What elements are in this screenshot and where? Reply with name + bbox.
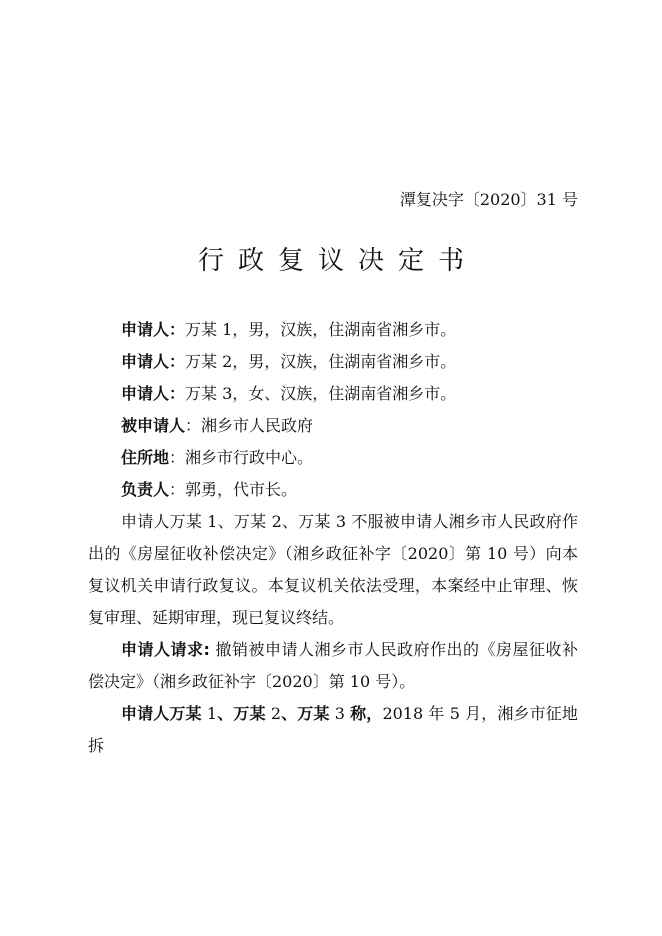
claim-label-b: 万某 — [233, 704, 266, 723]
party-respondent — [88, 410, 578, 442]
claim-sep-1: 、 — [217, 704, 234, 723]
party-value: 湘乡市人民政府 — [201, 416, 314, 435]
claim-label-a: 申请人万某 — [121, 704, 202, 723]
request-paragraph — [88, 634, 578, 698]
party-colon: ： — [169, 480, 186, 499]
party-address — [88, 442, 578, 474]
claim-text: 2018 年 5 月，湘乡市征地拆 — [88, 704, 578, 755]
claim-sep-2: 、 — [281, 704, 298, 723]
party-applicant-3 — [88, 378, 578, 410]
party-representative — [88, 474, 578, 506]
party-label: 申请人 — [121, 384, 170, 403]
party-value: 万某 3，女、汉族，住湖南省湘乡市。 — [185, 384, 457, 403]
document-title: 行政复议决定书 — [197, 246, 478, 276]
claim-label-d: 称， — [350, 704, 383, 723]
party-applicant-2 — [88, 346, 578, 378]
request-label: 申请人请求: — [121, 640, 210, 659]
document-number: 潭复决字〔2020〕31 号 — [399, 190, 578, 209]
party-colon: ： — [169, 384, 186, 403]
request-text: 撤销被申请人湘乡市人民政府作出的《房屋征收补偿决定》（湘乡政征补字〔2020〕第 10 号）。 — [88, 640, 578, 691]
party-colon: ： — [185, 416, 202, 435]
party-label: 申请人 — [121, 352, 170, 371]
party-label: 负责人 — [121, 480, 170, 499]
party-value: 万某 2，男，汉族，住湖南省湘乡市。 — [185, 352, 457, 371]
party-applicant-1 — [88, 314, 578, 346]
party-label: 住所地 — [121, 448, 170, 467]
party-value: 湘乡市行政中心。 — [185, 448, 314, 467]
party-colon: ： — [169, 320, 186, 339]
party-value: 郭勇，代市长。 — [185, 480, 298, 499]
intro-paragraph: 申请人万某 1、万某 2、万某 3 不服被申请人湘乡市人民政府作出的《房屋征收补偿决定》（湘乡政征补字〔2020〕第 10 号）向本复议机关申请行政复议。本复议机关依法受理，本案经中止审理、恢复审理、延期审理，现已复议终结。 — [88, 512, 578, 627]
document-body — [88, 314, 578, 762]
party-value: 万某 1，男，汉族，住湖南省湘乡市。 — [185, 320, 457, 339]
party-label: 被申请人 — [121, 416, 186, 435]
claim-paragraph — [88, 698, 578, 762]
claim-num-2: 2 — [265, 704, 282, 723]
party-colon: ： — [169, 352, 186, 371]
claim-label-c: 万某 — [297, 704, 330, 723]
claim-num-1: 1 — [201, 704, 218, 723]
party-colon: ： — [169, 448, 186, 467]
claim-num-3: 3 — [329, 704, 351, 723]
party-label: 申请人 — [121, 320, 170, 339]
